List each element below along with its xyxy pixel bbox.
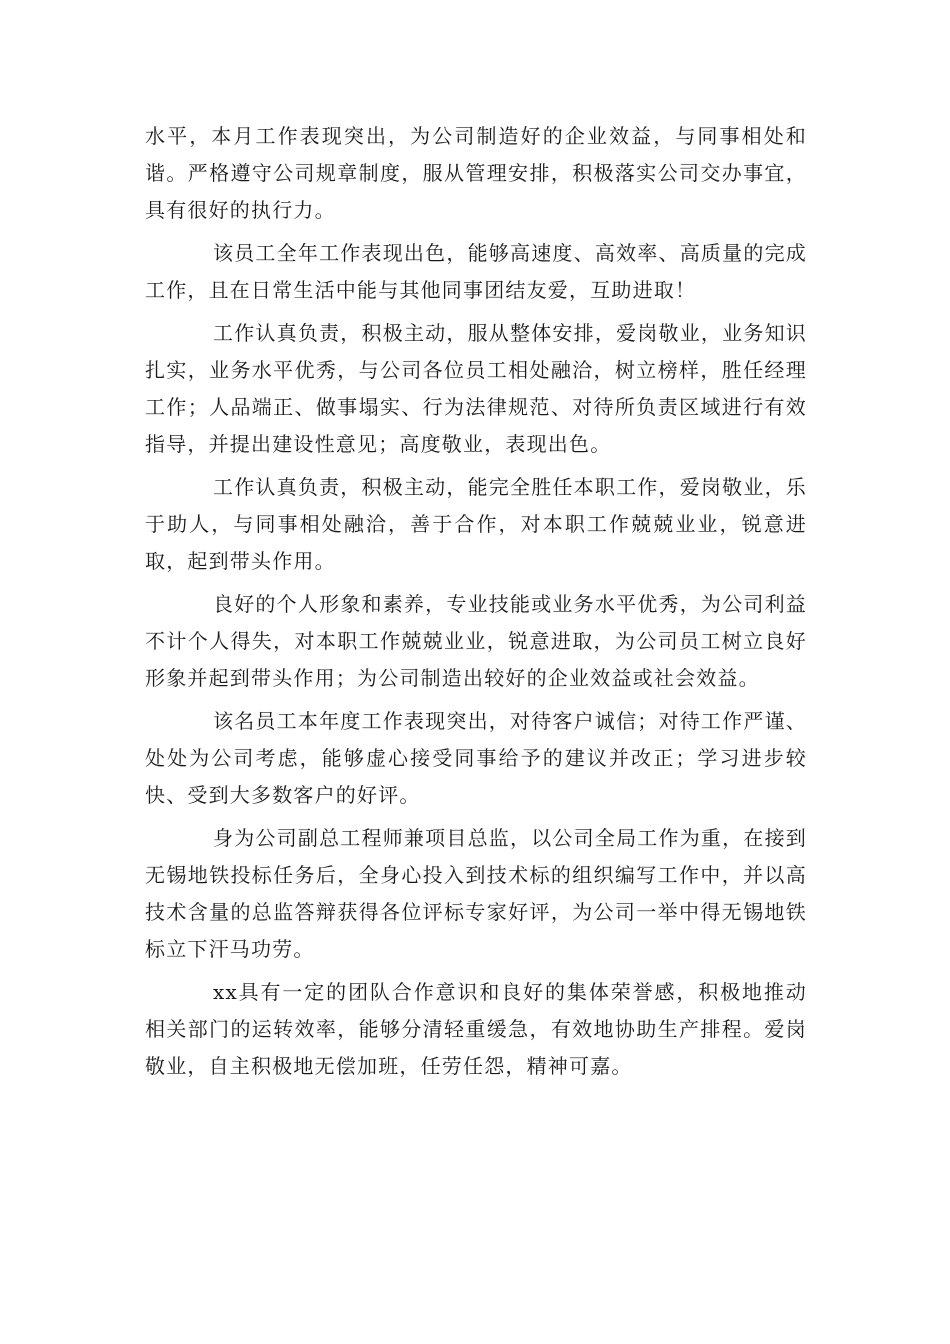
paragraph-5: 良好的个人形象和素养，专业技能或业务水平优秀，为公司利益不计个人得失，对本职工作兢兢业业，锐意进取，为公司员工树立良好形象并起到带头作用；为公司制造出较好的企业效益或社会效益。 [145, 592, 807, 690]
paragraph-4: 工作认真负责，积极主动，能完全胜任本职工作，爱岗敬业，乐于助人，与同事相处融洽，善于合作，对本职工作兢兢业业，锐意进取，起到带头作用。 [145, 475, 807, 573]
paragraph-8: xx具有一定的团队合作意识和良好的集体荣誉感，积极地推动相关部门的运转效率，能够分清轻重缓急，有效地协助生产排程。爱岗敬业，自主积极地无偿加班，任劳任怨，精神可嘉。 [145, 980, 807, 1078]
paragraph-2: 该员工全年工作表现出色，能够高速度、高效率、高质量的完成工作，且在日常生活中能与其他同事团结友爱，互助进取！ [145, 241, 807, 302]
paragraph-1: 水平，本月工作表现突出，为公司制造好的企业效益，与同事相处和谐。严格遵守公司规章制度，服从管理安排，积极落实公司交办事宜，具有很好的执行力。 [145, 124, 807, 222]
paragraph-7: 身为公司副总工程师兼项目总监，以公司全局工作为重，在接到无锡地铁投标任务后，全身心投入到技术标的组织编写工作中，并以高技术含量的总监答辩获得各位评标专家好评，为公司一举中得无锡地铁标立下汗马功劳。 [145, 826, 807, 961]
paragraph-3: 工作认真负责，积极主动，服从整体安排，爱岗敬业，业务知识扎实，业务水平优秀，与公司各位员工相处融洽，树立榜样，胜任经理工作；人品端正、做事塌实、行为法律规范、对待所负责区域进行有效指导，并提出建设性意见；高度敬业，表现出色。 [145, 321, 807, 456]
document-body [145, 118, 807, 1091]
paragraph-6: 该名员工本年度工作表现突出，对待客户诚信；对待工作严谨、处处为公司考虑，能够虚心接受同事给予的建议并改正；学习进步较快、受到大多数客户的好评。 [145, 709, 807, 807]
